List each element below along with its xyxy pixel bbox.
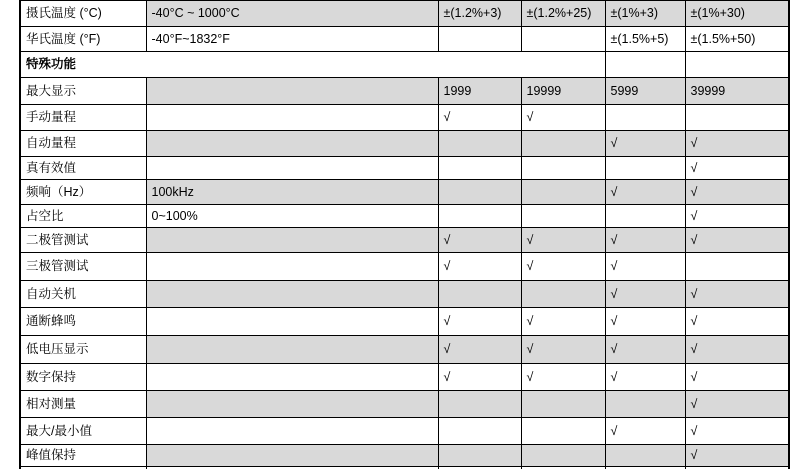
spec-label-cell: 低电压显示 (20, 336, 146, 364)
spec-cell: ±(1.5%+50) (685, 27, 789, 52)
checkmark-cell: √ (605, 228, 685, 253)
spec-label-cell: 自动量程 (20, 131, 146, 157)
checkmark-cell: √ (605, 131, 685, 157)
table-row (20, 180, 789, 205)
spec-cell (521, 157, 605, 180)
spec-label-cell: 真有效值 (20, 157, 146, 180)
spec-label-cell: 最大显示 (20, 78, 146, 105)
spec-label-cell: 频响（Hz） (20, 180, 146, 205)
spec-cell (146, 336, 438, 364)
checkmark-cell: √ (438, 336, 521, 364)
checkmark-cell: √ (438, 364, 521, 391)
checkmark-cell: √ (685, 228, 789, 253)
spec-cell (438, 281, 521, 308)
table-row (20, 131, 789, 157)
spec-label-cell: 相对测量 (20, 391, 146, 418)
spec-cell (438, 205, 521, 228)
spec-cell (438, 180, 521, 205)
table-row (20, 105, 789, 131)
spec-cell (146, 78, 438, 105)
table-row (20, 228, 789, 253)
table-row (20, 281, 789, 308)
checkmark-cell: √ (685, 391, 789, 418)
checkmark-cell: √ (685, 364, 789, 391)
checkmark-cell: √ (685, 418, 789, 445)
spec-cell (685, 105, 789, 131)
spec-label-cell: 占空比 (20, 205, 146, 228)
table-row (20, 157, 789, 180)
spec-label-cell: 华氏温度 (°F) (20, 27, 146, 52)
spec-label-cell: 峰值保持 (20, 445, 146, 467)
checkmark-cell: √ (685, 131, 789, 157)
checkmark-cell: √ (438, 228, 521, 253)
spec-cell: 100kHz (146, 180, 438, 205)
spec-table-body (20, 1, 789, 469)
spec-cell: ±(1.2%+25) (521, 1, 605, 27)
spec-cell (146, 253, 438, 281)
checkmark-cell: √ (521, 228, 605, 253)
spec-cell (438, 157, 521, 180)
spec-label-cell: 摄氏温度 (°C) (20, 1, 146, 27)
spec-label-cell: 手动量程 (20, 105, 146, 131)
checkmark-cell: √ (605, 364, 685, 391)
checkmark-cell: √ (685, 336, 789, 364)
checkmark-cell: √ (605, 336, 685, 364)
checkmark-cell: √ (521, 364, 605, 391)
checkmark-cell: √ (521, 336, 605, 364)
spec-cell: ±(1%+30) (685, 1, 789, 27)
spec-cell (685, 52, 789, 78)
checkmark-cell: √ (685, 205, 789, 228)
checkmark-cell: √ (438, 253, 521, 281)
table-row (20, 418, 789, 445)
checkmark-cell: √ (605, 418, 685, 445)
spec-cell (438, 27, 521, 52)
spec-cell (146, 418, 438, 445)
spec-cell (605, 391, 685, 418)
spec-cell (146, 308, 438, 336)
spec-cell: ±(1.5%+5) (605, 27, 685, 52)
spec-table (19, 0, 790, 469)
spec-label-cell: 最大/最小值 (20, 418, 146, 445)
spec-cell (146, 131, 438, 157)
table-row (20, 308, 789, 336)
spec-cell (521, 391, 605, 418)
spec-cell (605, 105, 685, 131)
table-row (20, 445, 789, 467)
spec-cell (146, 391, 438, 418)
spec-label-cell: 二极管测试 (20, 228, 146, 253)
spec-label-cell: 自动关机 (20, 281, 146, 308)
spec-cell: -40°C ~ 1000°C (146, 1, 438, 27)
spec-cell (146, 364, 438, 391)
checkmark-cell: √ (685, 281, 789, 308)
spec-cell: -40°F~1832°F (146, 27, 438, 52)
checkmark-cell: √ (605, 180, 685, 205)
spec-cell (521, 281, 605, 308)
spec-cell (521, 180, 605, 205)
spec-cell: 0~100% (146, 205, 438, 228)
spec-cell (438, 445, 521, 467)
spec-cell (605, 157, 685, 180)
spec-cell: 19999 (521, 78, 605, 105)
spec-cell (146, 228, 438, 253)
spec-cell (521, 131, 605, 157)
checkmark-cell: √ (521, 253, 605, 281)
checkmark-cell: √ (605, 308, 685, 336)
checkmark-cell: √ (438, 308, 521, 336)
checkmark-cell: √ (685, 445, 789, 467)
checkmark-cell: √ (521, 105, 605, 131)
spec-label-cell: 数字保持 (20, 364, 146, 391)
spec-cell: 39999 (685, 78, 789, 105)
spec-cell (146, 281, 438, 308)
spec-cell: 1999 (438, 78, 521, 105)
section-title-cell: 特殊功能 (20, 52, 605, 78)
spec-cell: ±(1%+3) (605, 1, 685, 27)
checkmark-cell: √ (685, 157, 789, 180)
spec-cell (438, 391, 521, 418)
checkmark-cell: √ (521, 308, 605, 336)
table-row (20, 253, 789, 281)
table-row (20, 391, 789, 418)
spec-cell (605, 445, 685, 467)
checkmark-cell: √ (685, 180, 789, 205)
spec-label-cell: 通断蜂鸣 (20, 308, 146, 336)
spec-cell (521, 418, 605, 445)
spec-cell (146, 445, 438, 467)
table-row (20, 205, 789, 228)
table-row (20, 336, 789, 364)
checkmark-cell: √ (685, 308, 789, 336)
spec-cell (605, 205, 685, 228)
spec-label-cell: 三极管测试 (20, 253, 146, 281)
table-row (20, 78, 789, 105)
spec-cell (438, 131, 521, 157)
table-row (20, 364, 789, 391)
spec-cell (521, 445, 605, 467)
table-row (20, 27, 789, 52)
spec-cell (521, 205, 605, 228)
checkmark-cell: √ (438, 105, 521, 131)
checkmark-cell: √ (605, 253, 685, 281)
table-row (20, 1, 789, 27)
spec-cell (605, 52, 685, 78)
spec-cell (685, 253, 789, 281)
spec-cell: 5999 (605, 78, 685, 105)
checkmark-cell: √ (605, 281, 685, 308)
spec-cell (521, 27, 605, 52)
spec-cell (146, 105, 438, 131)
section-header-row (20, 52, 789, 78)
spec-cell: ±(1.2%+3) (438, 1, 521, 27)
spec-cell (146, 157, 438, 180)
spec-cell (438, 418, 521, 445)
